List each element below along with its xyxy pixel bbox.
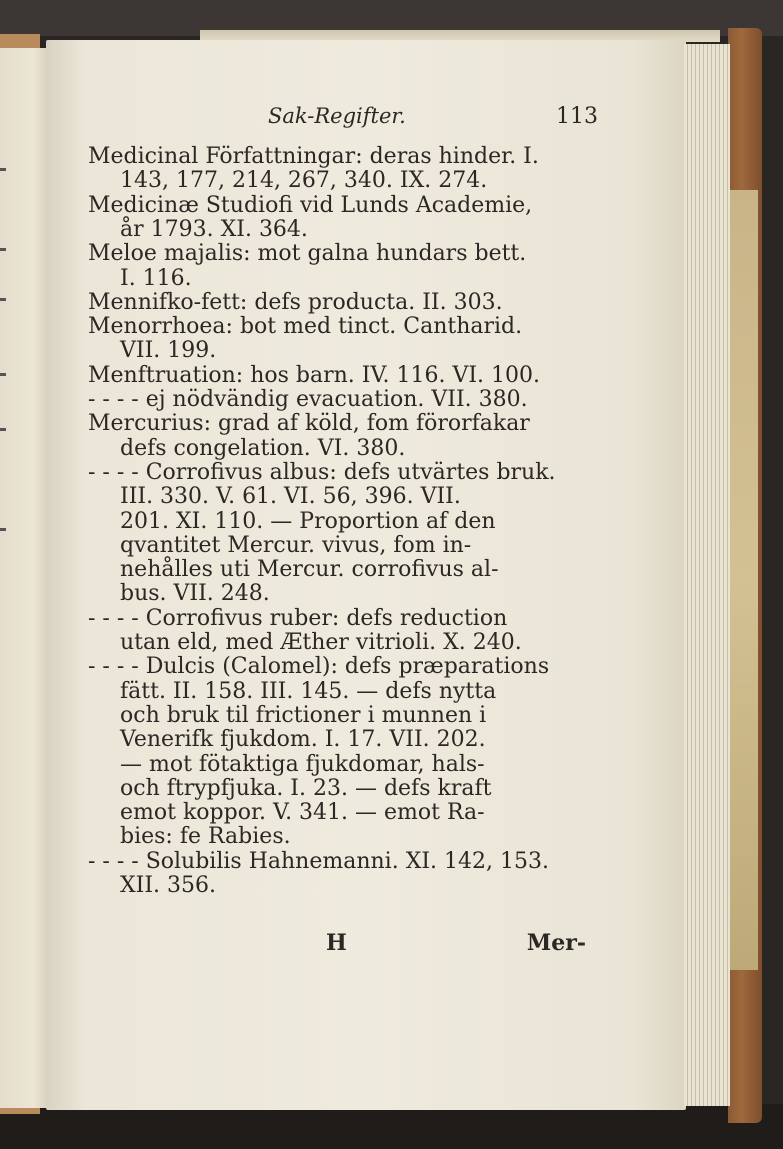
index-line: — mot fötaktiga fjukdomar, hals- <box>120 751 485 777</box>
footer <box>88 930 592 960</box>
index-line: Mercurius: grad af köld, fom förorfakar <box>88 411 530 437</box>
index-line: XII. 356. <box>120 873 217 898</box>
index-line: Mennifko-fett: defs producta. II. 303. <box>88 289 503 315</box>
index-line: och bruk til frictioner i munnen i <box>120 702 487 728</box>
page-stack-edges <box>684 44 730 1106</box>
index-line: Menftruation: hos barn. IV. 116. VI. 100. <box>88 362 541 388</box>
catchword: Mer- <box>526 930 586 956</box>
prev-page-mark <box>0 168 6 171</box>
index-line: fätt. II. 158. III. 145. — defs nytta <box>120 678 497 704</box>
index-line: Medicinæ Studiofi vid Lunds Academie, <box>88 192 533 218</box>
page-number: 113 <box>556 104 598 129</box>
index-line: emot koppor. V. 341. — emot Ra- <box>120 800 485 826</box>
index-line: III. 330. V. 61. VI. 56, 396. VII. <box>120 484 461 510</box>
index-line: Meloe majalis: mot galna hundars bett. <box>88 241 527 267</box>
prev-page-mark <box>0 528 6 531</box>
prev-page-mark <box>0 428 6 431</box>
index-line: nehålles uti Mercur. corrofivus al- <box>120 557 499 583</box>
index-line: - - - - Corrofivus albus: defs utvärtes bruk. <box>88 459 556 485</box>
header-title: Sak-Regifter. <box>268 104 406 128</box>
index-line: utan eld, med Æther vitrioli. X. 240. <box>120 630 522 655</box>
index-line: I. 116. <box>120 265 192 291</box>
index-line: år 1793. XI. 364. <box>120 216 308 242</box>
index-line: Medicinal Författningar: deras hinder. I. <box>88 144 539 169</box>
index-line: - - - - Corrofivus ruber: defs reduction <box>88 605 508 631</box>
index-line: 143, 177, 214, 267, 340. IX. 274. <box>120 168 488 194</box>
index-line: 201. XI. 110. — Proportion af den <box>120 508 496 534</box>
previous-page-edge <box>0 48 50 1108</box>
prev-page-mark <box>0 298 6 301</box>
prev-page-mark <box>0 373 6 376</box>
prev-page-mark <box>0 248 6 251</box>
index-line: - - - - ej nödvändig evacuation. VII. 380. <box>88 387 528 412</box>
running-header <box>268 104 598 134</box>
index-line: Venerifk fjukdom. I. 17. VII. 202. <box>120 727 486 753</box>
index-line: - - - - Solubilis Hahnemanni. XI. 142, 153. <box>88 848 550 874</box>
right-board-paper <box>730 190 758 970</box>
index-line: bies: fe Rabies. <box>120 824 291 850</box>
index-line: Menorrhoea: bot med tinct. Cantharid. <box>88 314 523 340</box>
index-line: och ftrypfjuka. I. 23. — defs kraft <box>120 775 492 801</box>
index-line: qvantitet Mercur. vivus, fom in- <box>120 532 472 558</box>
index-line: bus. VII. 248. <box>120 581 270 607</box>
cover-bottom <box>0 1104 783 1149</box>
index-line: - - - - Dulcis (Calomel): defs præparations <box>88 654 550 680</box>
index-line: defs congelation. VI. 380. <box>120 435 406 461</box>
index-line: VII. 199. <box>120 338 217 364</box>
signature-mark: H <box>326 930 347 956</box>
